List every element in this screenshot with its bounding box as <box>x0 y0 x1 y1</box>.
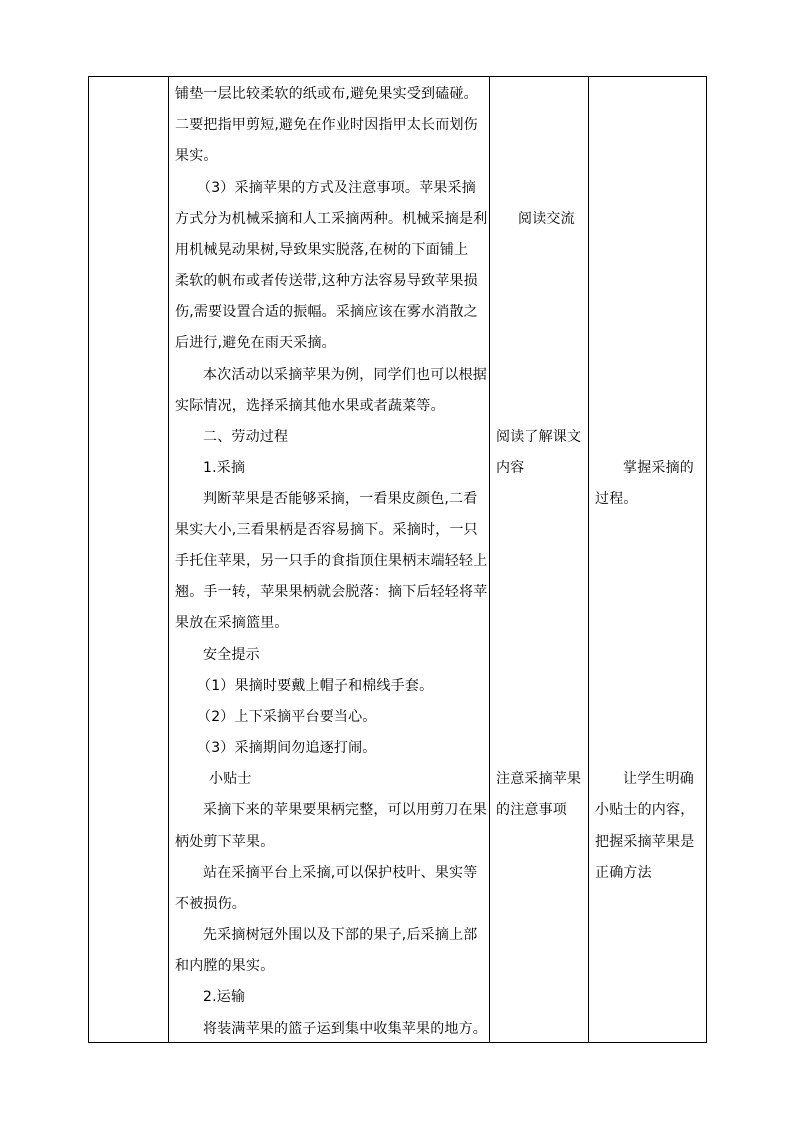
intent-text: 掌握采摘的 <box>623 460 694 476</box>
content-line: 果实大小,三看果柄是否容易摘下。采摘时，一只 <box>175 522 478 538</box>
student-activity-column <box>490 77 588 1042</box>
content-line: 果放在采摘篮里。 <box>175 615 289 631</box>
content-line: 后进行,避免在雨天采摘。 <box>175 335 336 351</box>
design-intent-column <box>589 77 707 1042</box>
content-line: 柄处剪下苹果。 <box>175 834 275 850</box>
intent-text: 把握采摘苹果是 <box>595 834 695 850</box>
content-line: 站在采摘平台上采摘,可以保护枝叶、果实等 <box>203 865 478 881</box>
activity-text: 内容 <box>496 460 525 476</box>
content-line: 和内膛的果实。 <box>175 958 275 974</box>
subsection-heading: 1.采摘 <box>203 460 246 476</box>
content-line: （1）果摘时要戴上帽子和棉线手套。 <box>197 678 434 694</box>
content-line: 将装满苹果的篮子运到集中收集苹果的地方。 <box>203 1021 487 1037</box>
activity-text: 的注意事项 <box>496 802 567 818</box>
section-heading: 二、劳动过程 <box>203 429 289 445</box>
lesson-table <box>88 76 707 1043</box>
content-line: 先采摘树冠外围以及下部的果子,后采摘上部 <box>203 927 478 943</box>
activity-text: 阅读交流 <box>518 211 575 227</box>
content-line: （2）上下采摘平台要当心。 <box>197 709 377 725</box>
intent-text: 让学生明确 <box>623 771 694 787</box>
content-line: （3）采摘期间勿追逐打闹。 <box>197 740 377 756</box>
content-line: 伤,需要设置合适的振幅。采摘应该在雾水消散之 <box>175 304 478 320</box>
subsection-heading: 安全提示 <box>203 647 260 663</box>
content-line: 方式分为机械采摘和人工采摘两种。机械采摘是利 <box>175 211 488 227</box>
content-line: （3）采摘苹果的方式及注意事项。苹果采摘 <box>197 180 476 196</box>
content-line: 不被损伤。 <box>175 896 246 912</box>
intent-text: 过程。 <box>595 491 638 507</box>
intent-text: 正确方法 <box>595 865 652 881</box>
content-line: 采摘下来的苹果要果柄完整，可以用剪刀在果 <box>203 802 487 818</box>
stage-column <box>89 77 168 1042</box>
content-line: 果实。 <box>175 148 218 164</box>
content-line: 本次活动以采摘苹果为例，同学们也可以根据 <box>203 367 487 383</box>
intent-text: 小贴士的内容， <box>595 802 695 818</box>
content-line: 判断苹果是否能够采摘，一看果皮颜色,二看 <box>203 491 478 507</box>
content-line: 用机械晃动果树,导致果实脱落,在树的下面铺上 <box>175 242 469 258</box>
subsection-heading: 小贴士 <box>209 771 252 787</box>
content-line: 手托住苹果，另一只手的食指顶住果柄末端轻轻上 <box>175 553 488 569</box>
content-column <box>169 77 489 1042</box>
content-line: 二要把指甲剪短,避免在作业时因指甲太长而划伤 <box>175 117 478 133</box>
content-line: 柔软的帆布或者传送带,这种方法容易导致苹果损 <box>175 273 478 289</box>
subsection-heading: 2.运输 <box>203 989 246 1005</box>
content-line: 翘。手一转，苹果果柄就会脱落：摘下后轻轻将苹 <box>175 584 488 600</box>
content-line: 铺垫一层比较柔软的纸或布,避免果实受到磕碰。 <box>175 86 478 102</box>
content-line: 实际情况，选择采摘其他水果或者蔬菜等。 <box>175 398 445 414</box>
activity-text: 注意采摘苹果 <box>496 771 582 787</box>
activity-text: 阅读了解课文 <box>496 429 582 445</box>
